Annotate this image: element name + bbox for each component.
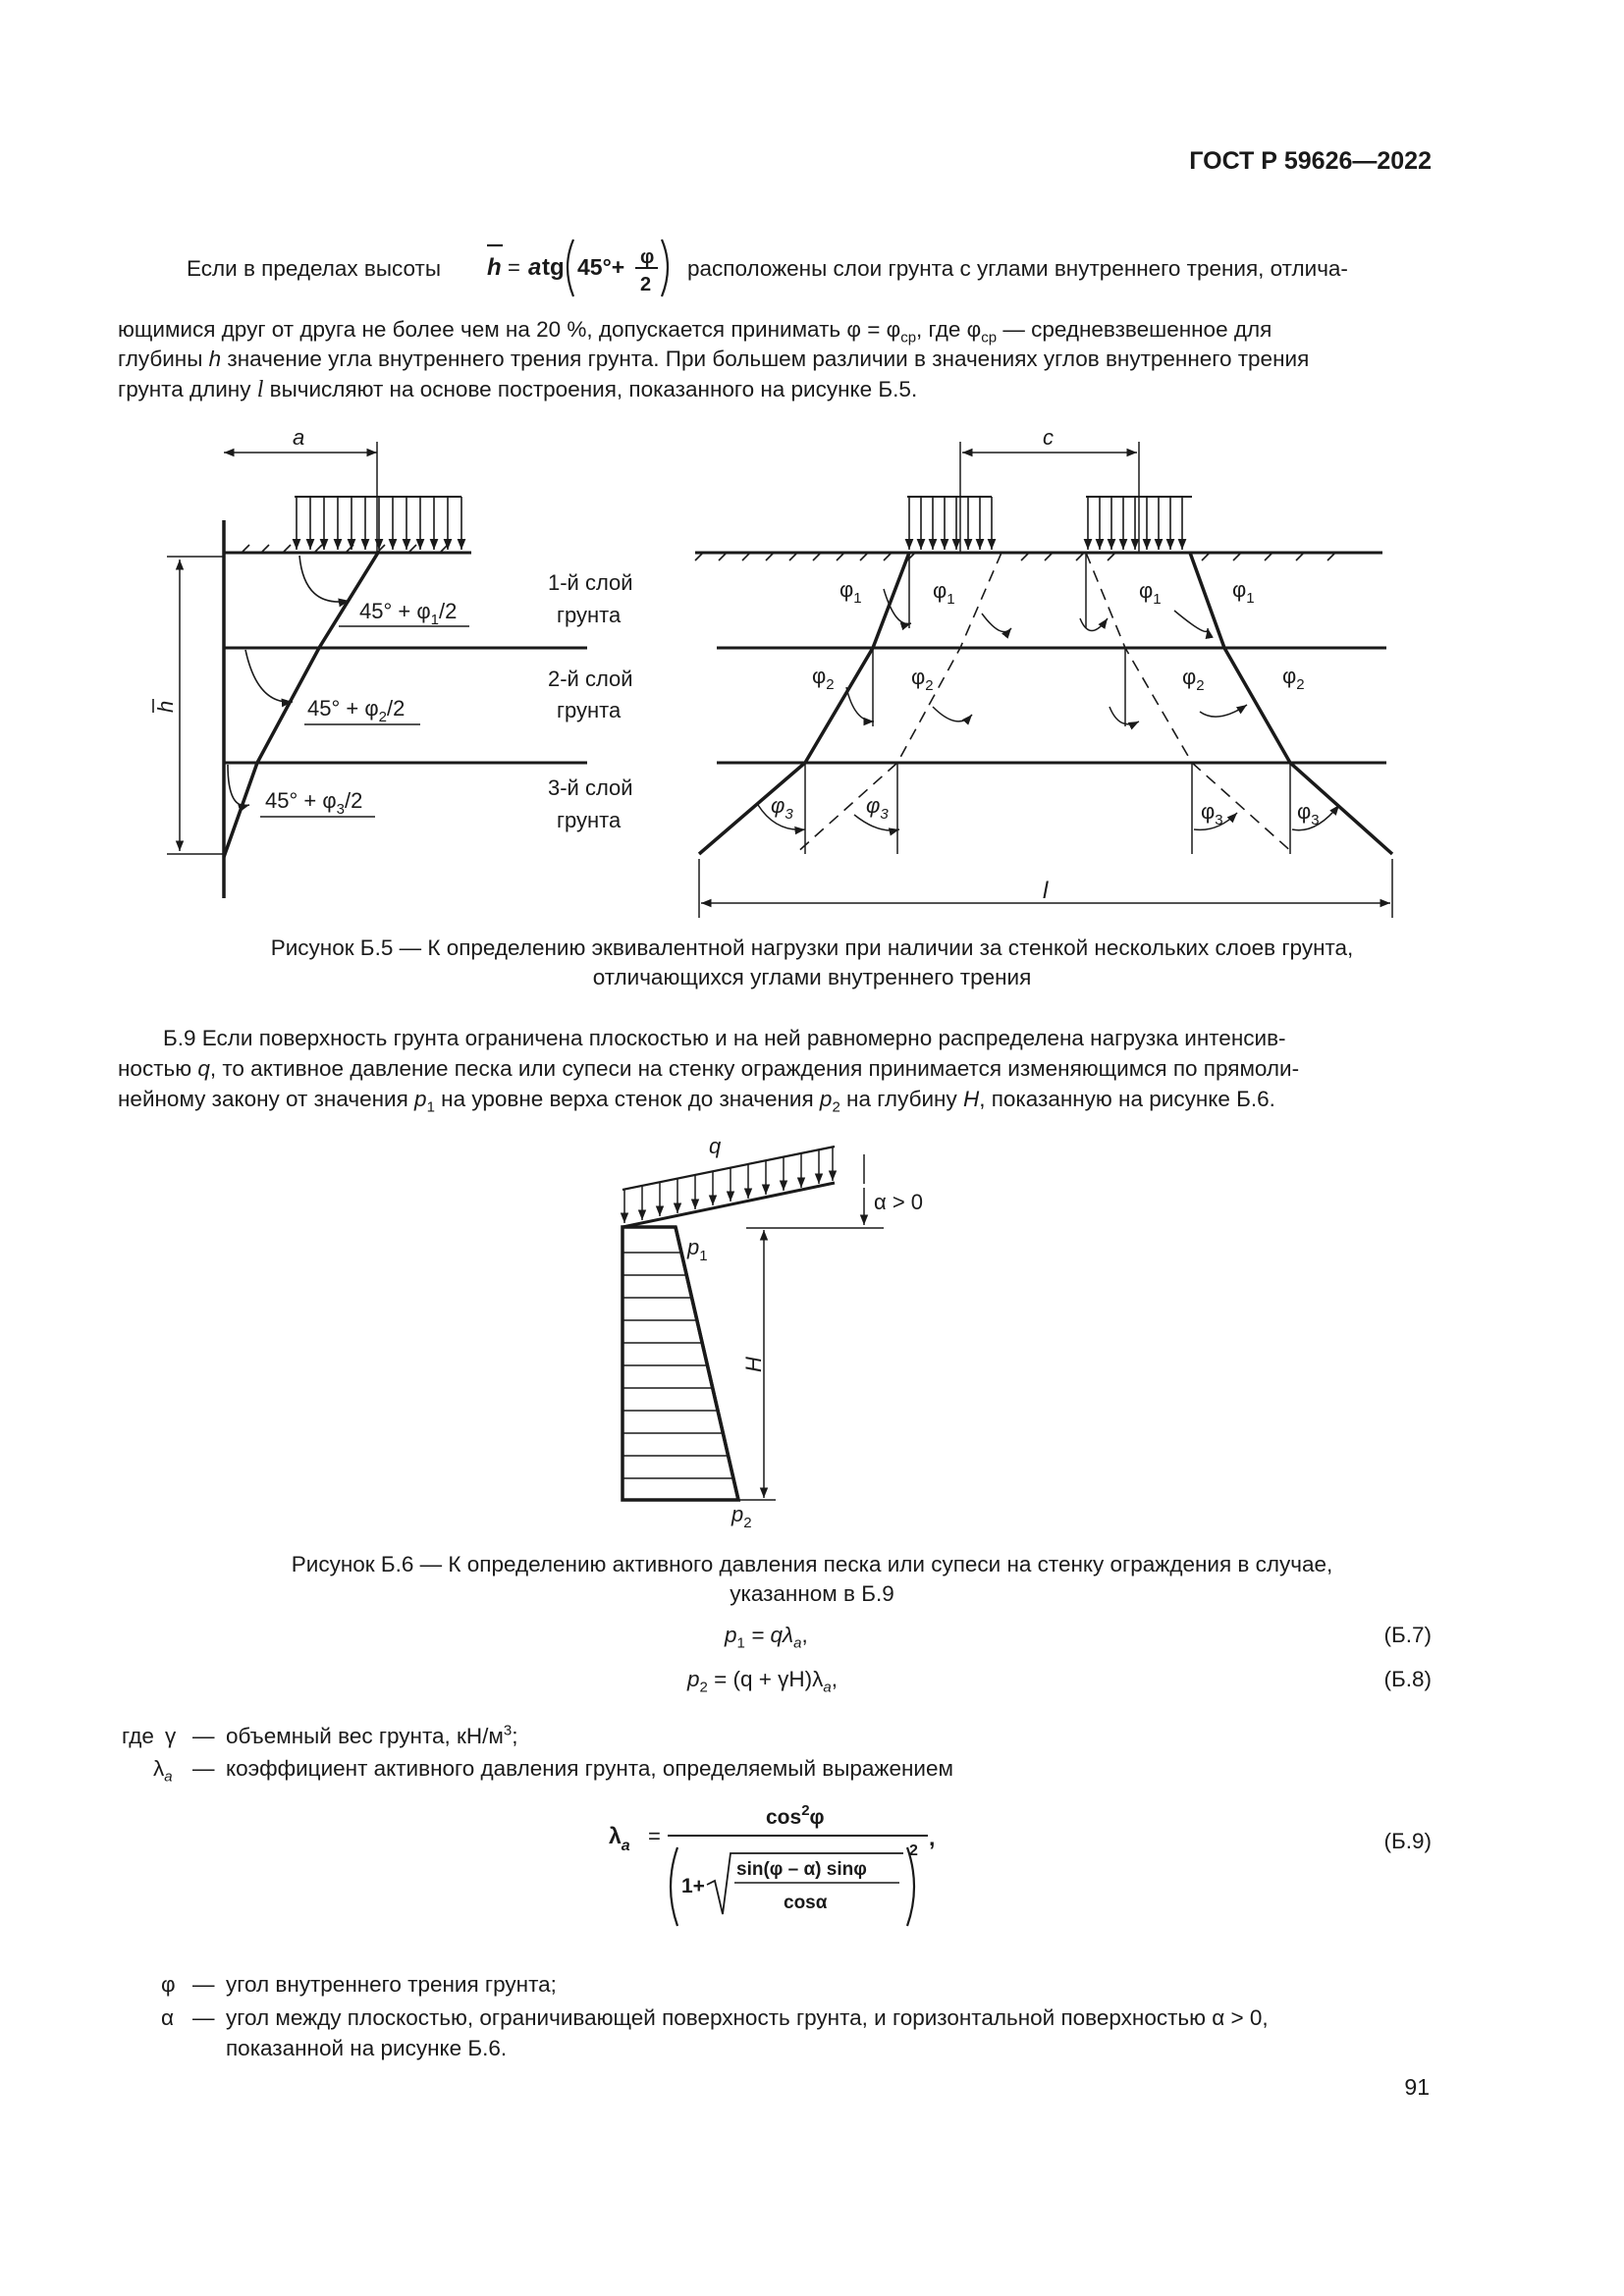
dim-l-label: l [1043, 878, 1049, 904]
equation-b8: $p_2 = (q + \gamma H)\lambda_a$, [687, 1667, 839, 1696]
b9-den-sup: 2 [909, 1842, 918, 1859]
q-label: q [709, 1134, 722, 1158]
def-gamma-sym: γ [165, 1724, 177, 1748]
intro-after-formula: расположены слои грунта с углами внутреннего трения, отлича- [687, 256, 1348, 281]
H-label: H [741, 1357, 766, 1372]
def-lambda-dash: — [192, 1756, 215, 1781]
intro-line-2: ющимися друг от друга не более чем на 20 %, допускается принимать $\varphi = \varphi_{ср}$, где $\varphi_{ср}$ — средневзвешенное для [118, 317, 1272, 347]
layer-3-label-2: грунта [557, 808, 622, 832]
b9-inner-num: sin(φ – α) sinφ [736, 1859, 867, 1880]
b9-lambda: $\lambda_a$ [609, 1823, 630, 1854]
def-lambda-text: коэффициент активного давления грунта, определяемый выражением [226, 1756, 953, 1781]
formula-45: 45°+ [577, 254, 625, 280]
phi3-c: $\varphi_3$ [1201, 799, 1223, 828]
layer-1-label-2: грунта [557, 603, 622, 627]
intro-line-3: глубины h значение угла внутреннего трения грунта. При большем различии в значениях углов внутреннего трения [118, 347, 1310, 371]
def-where: где [122, 1724, 154, 1748]
equation-b7-number: (Б.7) [1383, 1623, 1432, 1647]
height-formula [481, 234, 677, 304]
phi2-b: $\varphi_2$ [911, 665, 934, 694]
figure-b6-caption-2: указанном в Б.9 [730, 1581, 894, 1606]
formula-eq: = [508, 255, 520, 280]
phi3-a: $\varphi_3$ [771, 793, 793, 823]
formula-tg: tg [542, 254, 565, 281]
phi2-d: $\varphi_2$ [1282, 664, 1305, 693]
b9-eq: = [648, 1824, 661, 1848]
dim-h-label: h [153, 700, 178, 713]
page-number: 91 [1404, 2074, 1430, 2100]
def-alpha-dash: — [192, 2005, 215, 2030]
def-phi-dash: — [192, 1972, 215, 1997]
b9-one-plus: 1+ [681, 1875, 705, 1897]
p2-label: $p_2$ [731, 1502, 752, 1531]
angle-1-label: $45^\circ + \varphi_1/2$ [359, 599, 458, 628]
figure-b5-caption-2: отличающихся углами внутреннего трения [592, 965, 1032, 989]
section-b9-line-1: Б.9 Если поверхность грунта ограничена плоскостью и на ней равномерно распределена нагрузка интенсив- [163, 1026, 1286, 1050]
def-gamma-text: объемный вес грунта, $кН/м^3$; [226, 1722, 518, 1748]
layer-1-label-1: 1-й слой [548, 570, 633, 595]
phi2-c: $\varphi_2$ [1182, 665, 1205, 694]
phi1-d: $\varphi_1$ [1232, 577, 1255, 607]
layer-2-label-2: грунта [557, 698, 622, 722]
phi1-b: $\varphi_1$ [933, 578, 955, 608]
formula-2: 2 [640, 274, 652, 295]
def-alpha-text-2: показанной на рисунке Б.6. [226, 2036, 508, 2060]
phi3-b: $\varphi_3$ [866, 793, 889, 823]
b9-comma: , [929, 1825, 936, 1850]
intro-line-4: грунта длину l вычисляют на основе построения, показанного на рисунке Б.5. [118, 377, 918, 402]
document-header: ГОСТ Р 59626—2022 [1189, 147, 1432, 175]
formula-phi: φ [640, 246, 655, 268]
phi3-d: $\varphi_3$ [1297, 799, 1320, 828]
def-phi-text: угол внутреннего трения грунта; [226, 1972, 557, 1997]
b9-numerator: $\cos^2\varphi$ [766, 1802, 825, 1829]
equation-b7: $p_1 = q\lambda_a$, [725, 1623, 808, 1652]
formula-a: a [528, 254, 542, 281]
equation-b9-number: (Б.9) [1383, 1829, 1432, 1853]
b9-inner-den: cosα [784, 1893, 828, 1913]
figure-b5-caption-1: Рисунок Б.5 — К определению эквивалентной нагрузки при наличии за стенкой нескольких слоев грунта, [270, 935, 1354, 960]
formula-h: h [487, 254, 502, 281]
phi1-c: $\varphi_1$ [1139, 578, 1162, 608]
phi2-a: $\varphi_2$ [812, 664, 835, 693]
section-b9-line-2: ностью q, то активное давление песка или супеси на стенку ограждения принимается изменяющимся по прямоли- [118, 1056, 1300, 1081]
def-alpha-text-1: угол между плоскостью, ограничивающей поверхность грунта, и горизонтальной поверхностью α > 0, [226, 2005, 1269, 2030]
angle-3-label: $45^\circ + \varphi_3/2$ [265, 788, 363, 818]
def-lambda-sym: $\lambda_a$ [153, 1756, 173, 1786]
layer-2-label-1: 2-й слой [548, 667, 633, 691]
figure-b6 [0, 1129, 1624, 1531]
alpha-label: α > 0 [874, 1190, 924, 1214]
dim-a-label: a [293, 425, 305, 450]
phi1-a: $\varphi_1$ [839, 577, 862, 607]
intro-before-formula: Если в пределах высоты [187, 256, 442, 281]
p1-label: $p_1$ [687, 1235, 708, 1264]
def-phi-sym: φ [161, 1972, 176, 1997]
figure-b5 [0, 422, 1624, 933]
figure-b6-caption-1: Рисунок Б.6 — К определению активного давления песка или супеси на стенку ограждения в случае, [291, 1552, 1333, 1576]
angle-2-label: $45^\circ + \varphi_2/2$ [307, 696, 406, 725]
equation-b9 [609, 1798, 943, 1936]
layer-3-label-1: 3-й слой [548, 775, 633, 800]
section-b9-line-3: нейному закону от значения $p_1$ на уровне верха стенок до значения $p_2$ на глубину H, показанную на рисунке Б.6. [118, 1087, 1275, 1116]
def-alpha-sym: α [161, 2005, 175, 2030]
dim-c-label: c [1043, 425, 1054, 450]
def-gamma-dash: — [192, 1724, 215, 1748]
equation-b8-number: (Б.8) [1383, 1667, 1432, 1691]
